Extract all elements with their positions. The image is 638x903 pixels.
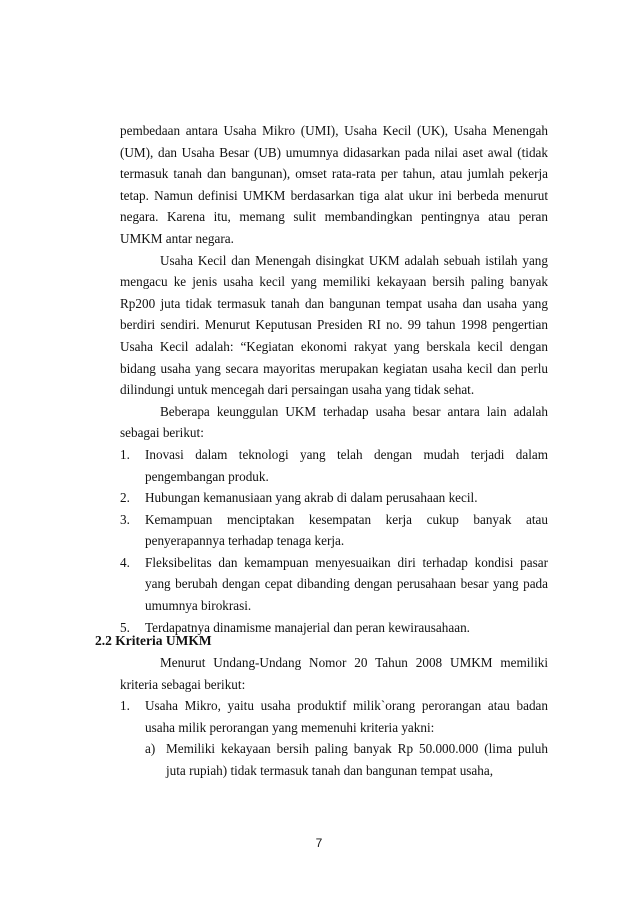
section-heading: 2.2 Kriteria UMKM (95, 633, 212, 648)
sub-list-item: a) Memiliki kekayaan bersih paling banyak Rp 50.000.000 (lima puluh juta rupiah) tidak termasuk tanah dan bangunan tempat usaha, (145, 741, 548, 778)
paragraph-ukm-definition: Usaha Kecil dan Menengah disingkat UKM adalah sebuah istilah yang mengacu ke jenis usaha kecil yang memiliki kekayaan bersih paling banyak Rp200 juta tidak termasuk tanah dan bangunan tempat usaha dan usaha yang berdiri sendiri. Menurut Keputusan Presiden RI no. 99 tahun 1998 pengertian Usaha Kecil adalah: “Kegiatan ekonomi rakyat yang berskala kecil dengan bidang usaha yang secara mayoritas merupakan kegiatan usaha kecil dan perlu dilindungi untuk mencegah dari persaingan usaha yang tidak sehat. (120, 252, 548, 398)
advantages-list (120, 444, 548, 638)
body-text-top (120, 120, 548, 638)
list-item: 1. Inovasi dalam teknologi yang telah dengan mudah terjadi dalam pengembangan produk. (120, 446, 548, 484)
paragraph-advantages-intro: Beberapa keunggulan UKM terhadap usaha besar antara lain adalah sebagai berikut: (120, 403, 548, 441)
list-item: 3. Kemampuan menciptakan kesempatan kerja cukup banyak atau penyerapannya terhadap tenaga kerja. (120, 511, 548, 549)
list-item: 2. Hubungan kemanusiaan yang akrab di dalam perusahaan kecil. (120, 490, 478, 506)
list-item: 1. Usaha Mikro, yaitu usaha produktif milik`orang perorangan atau badan usaha milik perorangan yang memenuhi kriteria yakni: (120, 698, 548, 735)
paragraph-umkm-definition: pembedaan antara Usaha Mikro (UMI), Usaha Kecil (UK), Usaha Menengah (UM), dan Usaha Besar (UB) umumnya didasarkan pada nilai aset awal (tidak termasuk tanah dan bangunan), omset rata-rata per tahun, atau jumlah pekerja tetap. Namun definisi UMKM berdasarkan tiga alat ukur ini berbeda menurut negara. Karena itu, memang sulit membandingkan pentingnya atau peran UMKM antar negara. (120, 123, 548, 246)
list-item: 5. Terdapatnya dinamisme manajerial dan peran kewirausahaan. (120, 619, 470, 635)
page-number: 7 (315, 836, 323, 850)
list-item: 4. Fleksibelitas dan kemampuan menyesuaikan diri terhadap kondisi pasar yang berubah dengan cepat dibanding dengan perusahaan besar yang pada umumnya birokrasi. (120, 554, 548, 614)
paragraph-criteria-intro: Menurut Undang-Undang Nomor 20 Tahun 2008 UMKM memiliki kriteria sebagai berikut: (120, 655, 548, 692)
body-text-section (120, 652, 548, 782)
